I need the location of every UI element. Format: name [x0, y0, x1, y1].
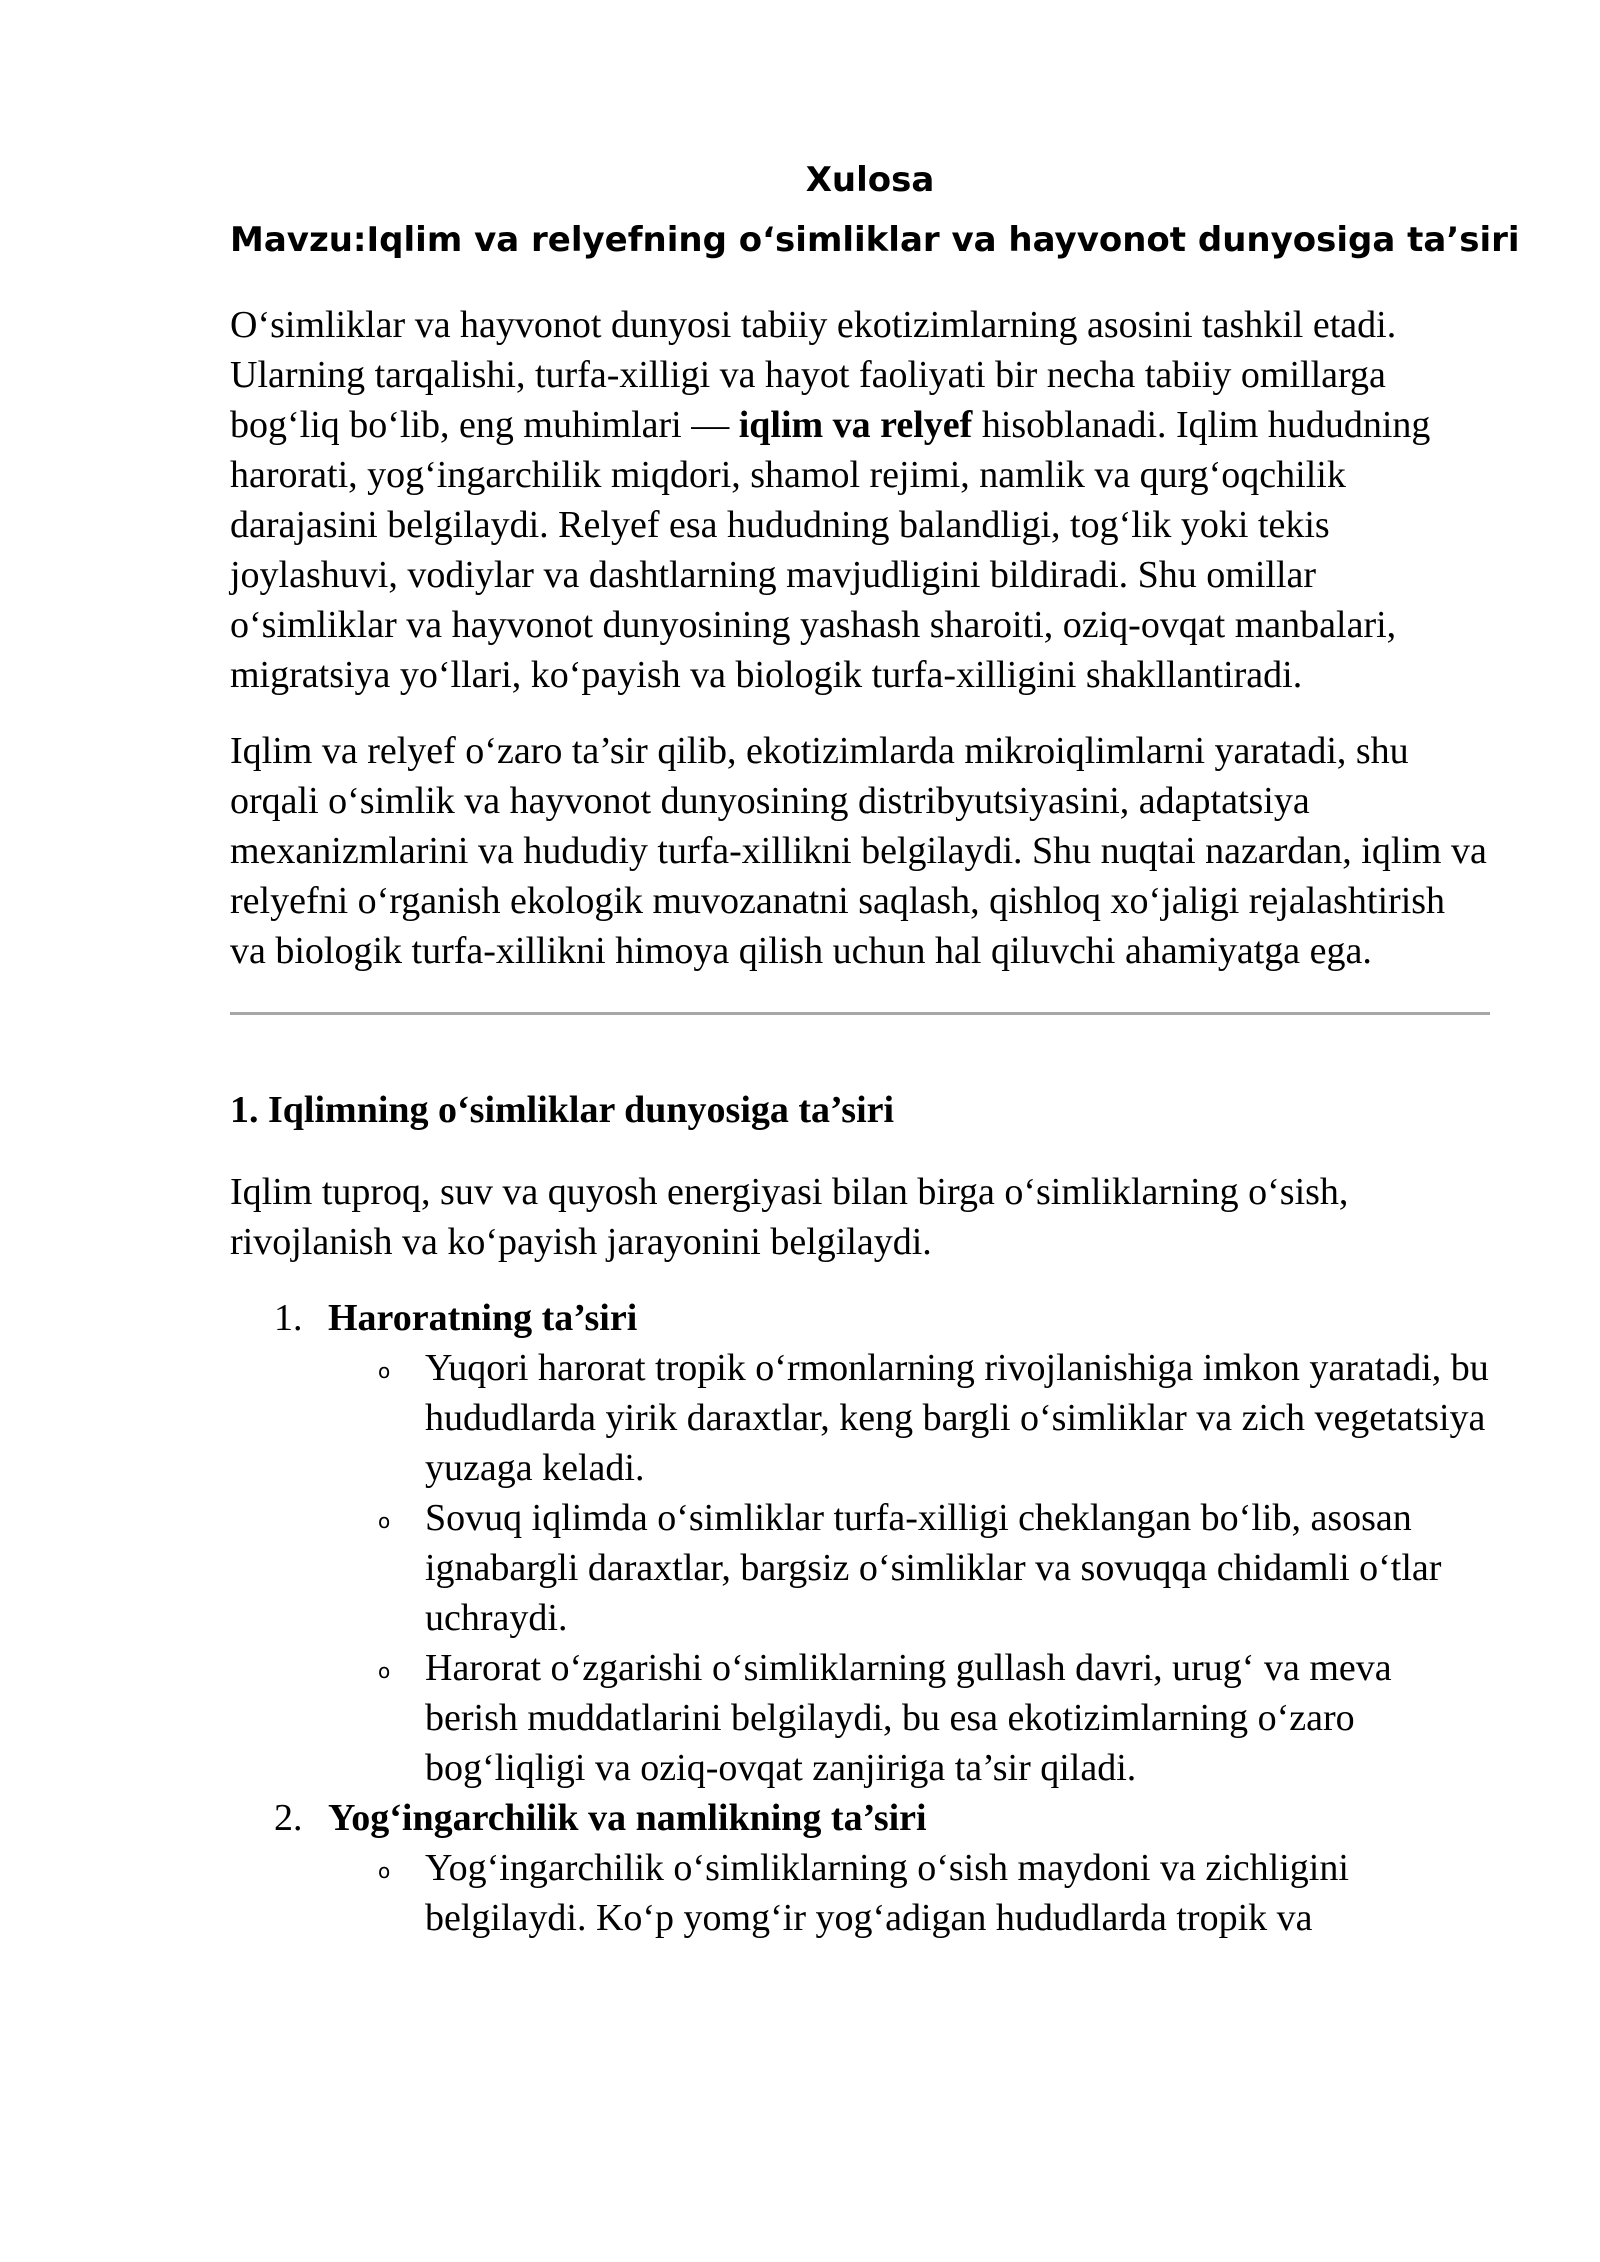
bullet-text: Yog‘ingarchilik o‘simliklarning o‘sish maydoni va zichligini belgilaydi. Ko‘p yomg‘ir yog‘adigan hududlarda tropik va: [425, 1847, 1349, 1939]
intro-text-end: hisoblanadi. Iqlim hududning harorati, yog‘ingarchilik miqdori, shamol rejimi, namlik va qurg‘oqchilik darajasini belgilaydi. Relyef esa hududning balandligi, tog‘lik yoki tekis joylashuvi, vodiylar va dashtlarning mavjudligini bildiradi. Shu omillar o‘simliklar va hayvonot dunyosining yashash sharoiti, oziq-ovqat manbalari, migratsiya yo‘llari, ko‘payish va biologik turfa-xilligini shakllantiradi.: [230, 404, 1431, 696]
bullet-item: [230, 1643, 1490, 1793]
bullet-item: [230, 1343, 1490, 1493]
bullet-text: Sovuq iqlimda o‘simliklar turfa-xilligi cheklangan bo‘lib, asosan ignabargli daraxtlar, bargsiz o‘simliklar va sovuqqa chidamli o‘tlar uchraydi.: [425, 1497, 1442, 1639]
bullet-list: [230, 1343, 1490, 1793]
list-number: 2.: [274, 1797, 303, 1839]
document-topic: Mavzu:Iqlim va relyefning o‘simliklar va hayvonot dunyosiga ta’siri: [230, 220, 1520, 260]
circle-bullet-icon: o: [378, 1509, 391, 1533]
list-item: [230, 1793, 1490, 1943]
circle-bullet-icon: o: [378, 1359, 391, 1383]
section-intro-paragraph: Iqlim tuproq, suv va quyosh energiyasi bilan birga o‘simliklarning o‘sish, rivojlanish va ko‘payish jarayonini belgilaydi.: [230, 1171, 1349, 1263]
intro-paragraph-1: [230, 300, 1490, 700]
bullet-item: [230, 1843, 1490, 1943]
list-item-title: Yog‘ingarchilik va namlikning ta’siri: [328, 1797, 927, 1839]
intro-bold-phrase: iqlim va relyef: [738, 404, 973, 446]
list-item-header: [230, 1293, 1490, 1343]
list-item: [230, 1293, 1490, 1793]
list-item-title: Haroratning ta’siri: [328, 1297, 638, 1339]
document-title: Xulosa: [805, 160, 935, 200]
list-number: 1.: [274, 1297, 303, 1339]
numbered-list: [230, 1293, 1490, 1943]
circle-bullet-icon: o: [378, 1859, 391, 1883]
circle-bullet-icon: o: [378, 1659, 391, 1683]
bullet-text: Harorat o‘zgarishi o‘simliklarning gullash davri, urug‘ va meva berish muddatlarini belgilaydi, bu esa ekotizimlarning o‘zaro bog‘liqligi va oziq-ovqat zanjiriga ta’sir qiladi.: [425, 1647, 1392, 1789]
bullet-item: [230, 1493, 1490, 1643]
section-heading: 1. Iqlimning o‘simliklar dunyosiga ta’siri: [230, 1089, 895, 1131]
list-item-header: [230, 1793, 1490, 1843]
horizontal-divider: [230, 1012, 1490, 1015]
bullet-list: [230, 1843, 1490, 1943]
intro-paragraph-2: Iqlim va relyef o‘zaro ta’sir qilib, ekotizimlarda mikroiqlimlarni yaratadi, shu orqali o‘simlik va hayvonot dunyosining distribyutsiyasini, adaptatsiya mexanizmlarini va hududiy turfa-xillikni belgilaydi. Shu nuqtai nazardan, iqlim va relyefni o‘rganish ekologik muvozanatni saqlash, qishloq xo‘jaligi rejalashtirish va biologik turfa-xillikni himoya qilish uchun hal qiluvchi ahamiyatga ega.: [230, 730, 1487, 972]
intro-text-start: O‘simliklar va hayvonot dunyosi tabiiy ekotizimlarning asosini tashkil etadi. Ularning tarqalishi, turfa-xilligi va hayot faoliyati bir necha tabiiy omillarga bog‘liq bo‘lib, eng muhimlari —: [230, 304, 1397, 446]
document-body: [230, 150, 1520, 1943]
bullet-text: Yuqori harorat tropik o‘rmonlarning rivojlanishiga imkon yaratadi, bu hududlarda yirik daraxtlar, keng bargli o‘simliklar va zich vegetatsiya yuzaga keladi.: [425, 1347, 1489, 1489]
